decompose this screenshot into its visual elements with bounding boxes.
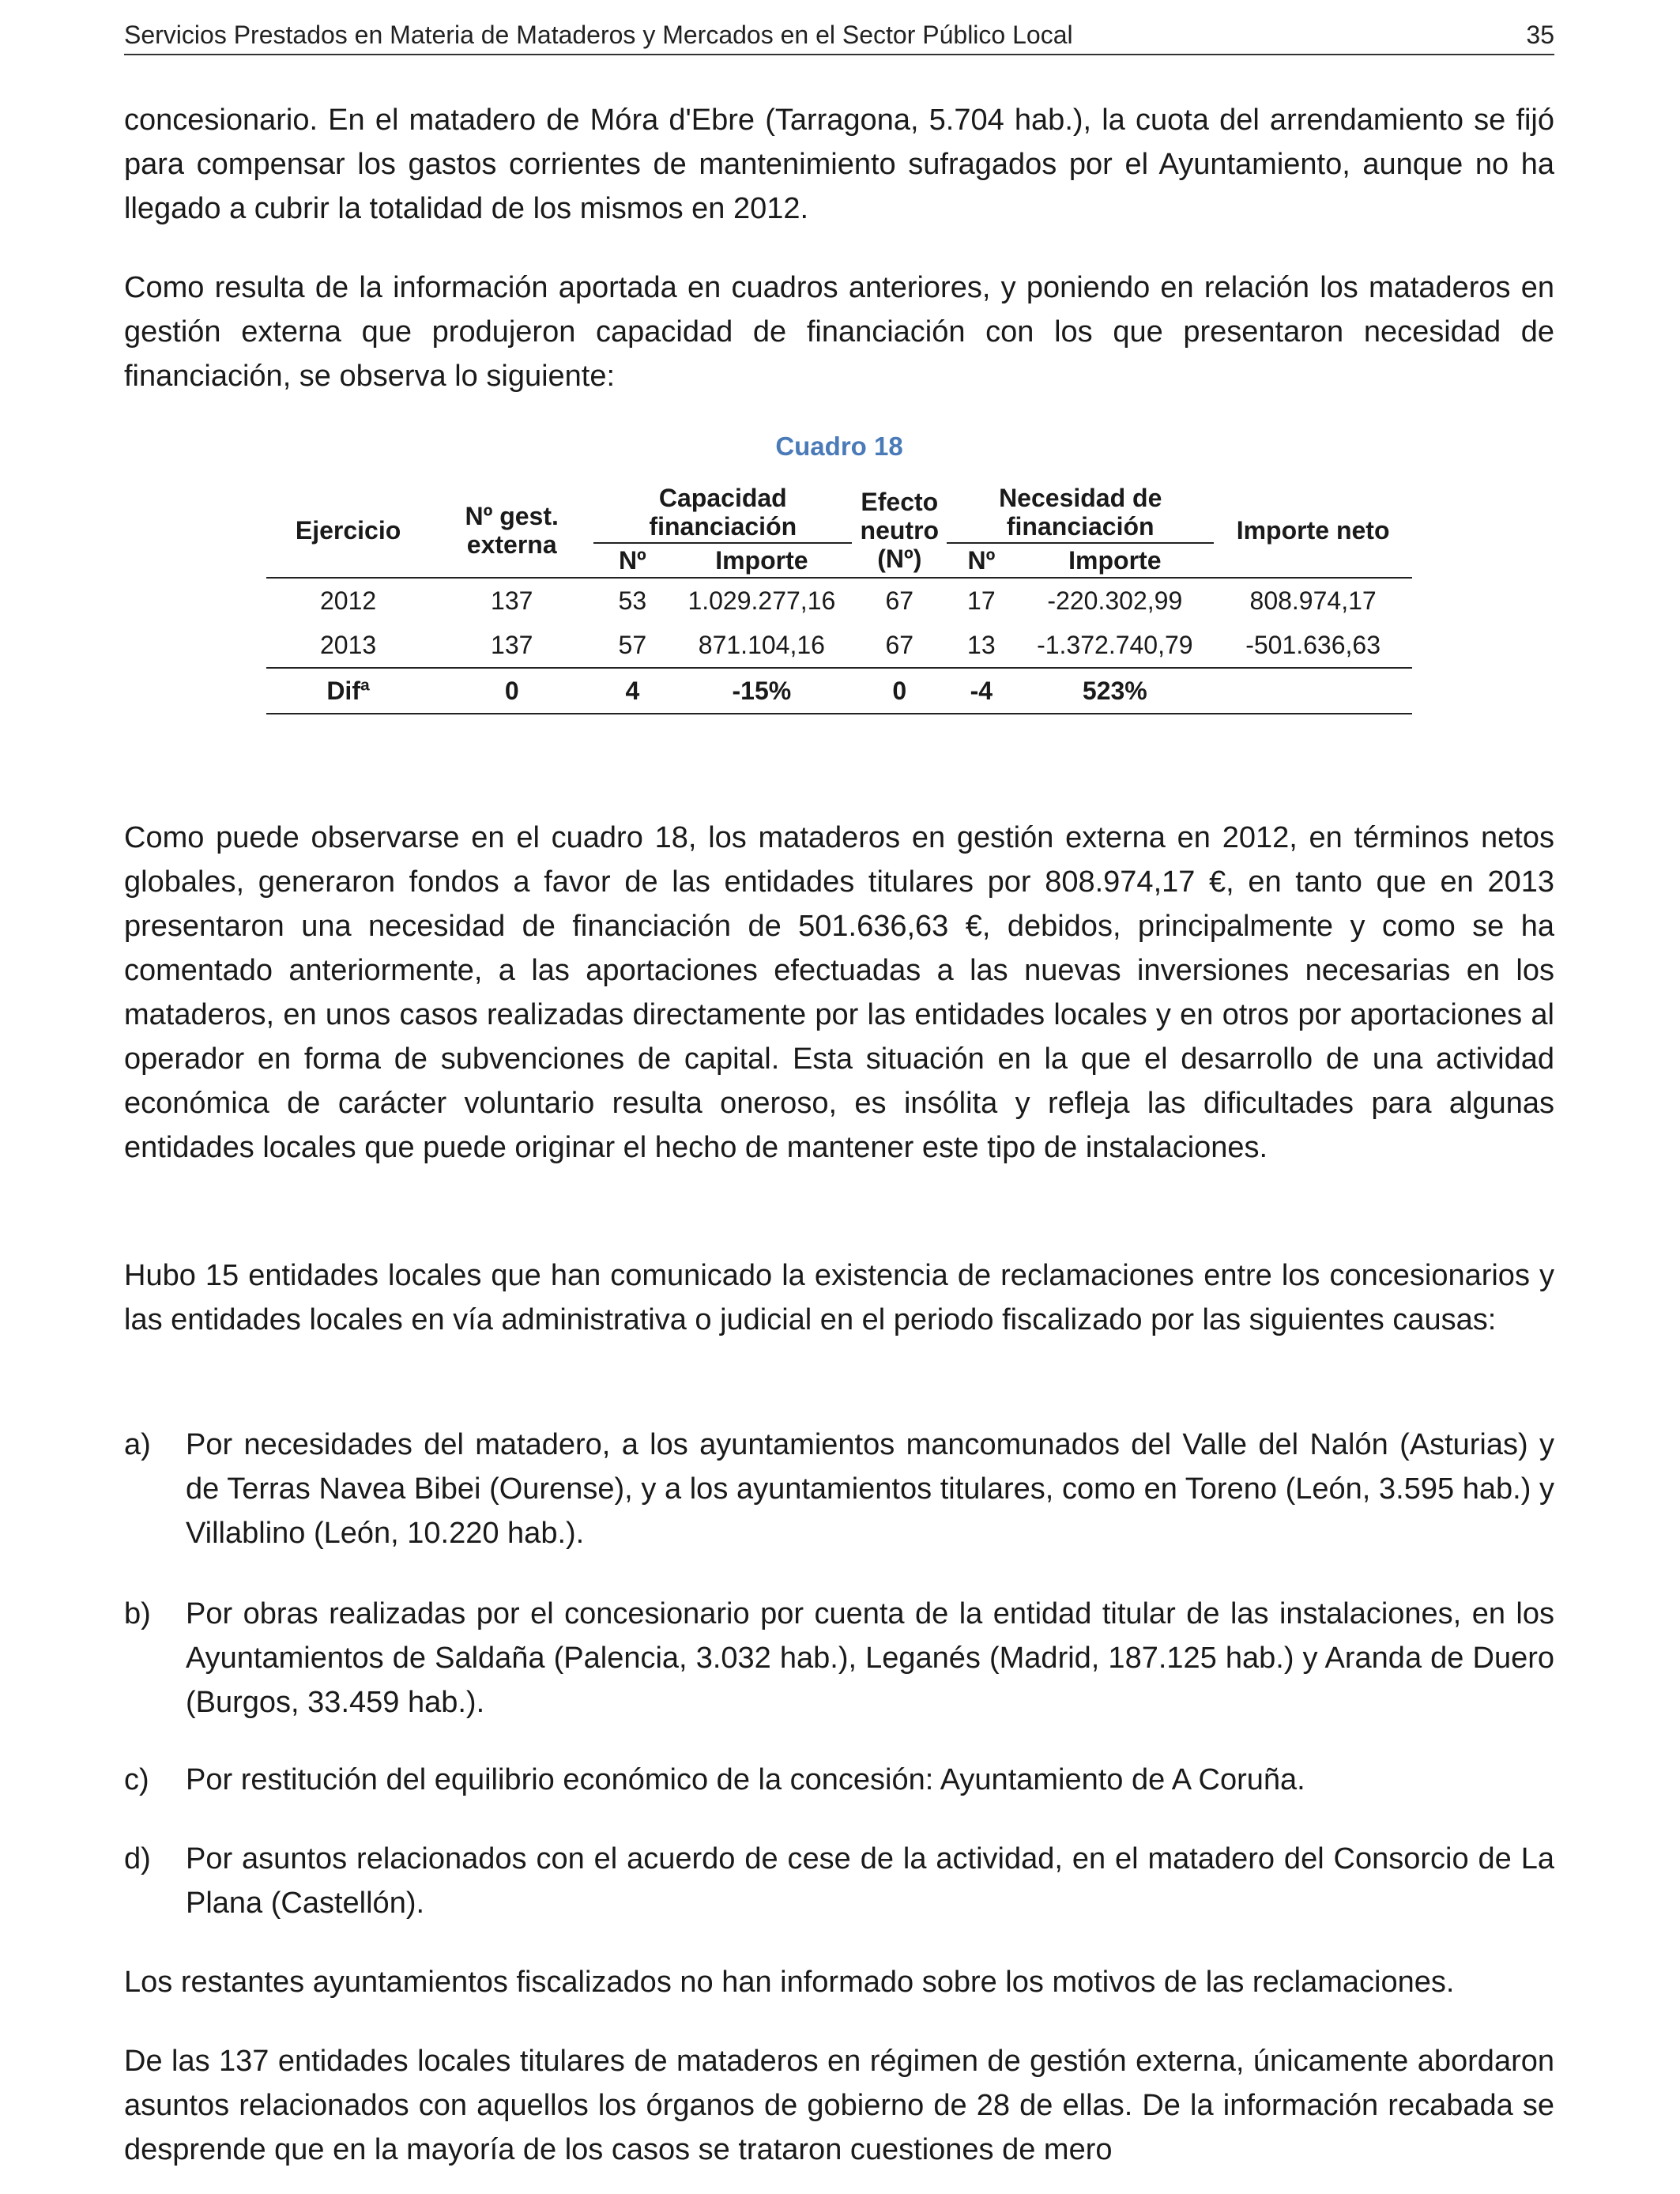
col-header-necesidad: Necesidad de financiación	[947, 484, 1214, 543]
cell-cap-n: 57	[618, 630, 647, 659]
cell-dif-efecto: 0	[852, 668, 947, 714]
paragraph-2: Como resulta de la información aportada en cuadros anteriores, y poniendo en relación los mataderos en gestión externa que produjeron capacidad de financiación con los que presentaron necesidad de financiación, se observa lo siguiente:	[124, 271, 1554, 393]
col-header-importe-neto: Importe neto	[1236, 516, 1390, 545]
cell-nec-importe: -220.302,99	[1015, 578, 1214, 623]
list-text: Por asuntos relacionados con el acuerdo de cese de la actividad, en el matadero del Consorcio de La Plana (Castellón).	[186, 1842, 1554, 1920]
cell-n-gest: 137	[430, 578, 593, 623]
col-header-efecto: Efecto neutro (Nº)	[860, 488, 940, 573]
col-header-capacidad: Capacidad financiación	[593, 484, 852, 543]
cell-dif-nec-n: -4	[947, 668, 1015, 714]
paragraph-6: De las 137 entidades locales titulares de mataderos en régimen de gestión externa, únicamente abordaron asuntos relacionados con aquellos los órganos de gobierno de 28 de ellas. De la información recabada se desprende que en la mayoría de los casos se trataron cuestiones de mero	[124, 2045, 1554, 2166]
col-header-n-gest: Nº gest. externa	[465, 502, 559, 559]
cell-nec-n: 17	[947, 578, 1015, 623]
paragraph-4: Hubo 15 entidades locales que han comunicado la existencia de reclamaciones entre los concesionarios y las entidades locales en vía administrativa o judicial en el periodo fiscalizado por las siguientes causas:	[124, 1259, 1554, 1336]
cell-ejercicio: 2012	[266, 578, 430, 623]
col-header-cap-n: Nº	[618, 546, 646, 575]
cell-efecto: 67	[852, 578, 947, 623]
cell-ejercicio: 2013	[319, 630, 377, 659]
paragraph-3: Como puede observarse en el cuadro 18, los mataderos en gestión externa en 2012, en términos netos globales, generaron fondos a favor de las entidades titulares por 808.974,17 €, en tanto que en 2013 presentaron una necesidad de financiación de 501.636,63 €, debidos, principalmente y como se ha comentado anteriormente, a las aportaciones efectuadas a las nuevas inversiones necesarias en los mataderos, en unos casos realizadas directamente por las entidades locales y en otros por aportaciones al operador en forma de subvenciones de capital. Esta situación en la que el desarrollo de una actividad económica de carácter voluntario resulta oneroso, es insólita y refleja las dificultades para algunas entidades locales que puede originar el hecho de mantener este tipo de instalaciones.	[124, 821, 1554, 1164]
table-row-dif	[266, 668, 1412, 714]
cell-n-gest: 137	[491, 630, 533, 659]
header-title: Servicios Prestados en Materia de Mataderos y Mercados en el Sector Público Local	[124, 21, 1073, 49]
table-row	[266, 578, 1412, 623]
paragraph-5: Los restantes ayuntamientos fiscalizados no han informado sobre los motivos de las reclamaciones.	[124, 1966, 1455, 1999]
list-marker: a)	[124, 1428, 151, 1461]
col-header-nec-importe: Importe	[1068, 546, 1162, 575]
financing-table	[266, 484, 1412, 714]
list-text: Por necesidades del matadero, a los ayuntamientos mancomunados del Valle del Nalón (Asturias) y de Terras Navea Bibei (Ourense), y a los ayuntamientos titulares, como en Toreno (León, 3.595 hab.) y Villablino (León, 10.220 hab.).	[186, 1428, 1554, 1550]
cell-nec-importe: -1.372.740,79	[1037, 630, 1193, 659]
page-header	[124, 14, 1554, 55]
page-number: 35	[1526, 21, 1554, 49]
cell-cap-n: 53	[593, 578, 671, 623]
col-header-ejercicio: Ejercicio	[295, 516, 401, 545]
list-text: Por restitución del equilibrio económico de la concesión: Ayuntamiento de A Coruña.	[186, 1763, 1305, 1796]
cell-cap-importe: 1.029.277,16	[671, 578, 852, 623]
cell-efecto: 67	[885, 630, 914, 659]
cell-importe-neto: -501.636,63	[1245, 630, 1381, 659]
cell-dif-cap-n: 4	[593, 668, 671, 714]
list-marker: d)	[124, 1842, 151, 1875]
col-header-cap-importe: Importe	[715, 546, 808, 575]
cell-dif-importe-neto	[1214, 668, 1412, 714]
cell-nec-n: 13	[967, 630, 996, 659]
cell-importe-neto: 808.974,17	[1214, 578, 1412, 623]
list-marker: b)	[124, 1597, 151, 1630]
table-caption: Cuadro 18	[775, 432, 903, 461]
paragraph-1: concesionario. En el matadero de Móra d'Ebre (Tarragona, 5.704 hab.), la cuota del arrendamiento se fijó para compensar los gastos corrientes de mantenimiento sufragados por el Ayuntamiento, aunque no ha llegado a cubrir la totalidad de los mismos en 2012.	[124, 104, 1554, 225]
table-row	[266, 623, 1412, 668]
cell-dif-nec-importe: 523%	[1015, 668, 1214, 714]
list-text: Por obras realizadas por el concesionario por cuenta de la entidad titular de las instalaciones, en los Ayuntamientos de Saldaña (Palencia, 3.032 hab.), Leganés (Madrid, 187.125 hab.) y Aranda de Duero (Burgos, 33.459 hab.).	[186, 1597, 1554, 1719]
cell-dif-label: Difª	[266, 668, 430, 714]
cell-dif-cap-importe: -15%	[671, 668, 852, 714]
col-header-nec-n: Nº	[967, 546, 996, 575]
cell-cap-importe: 871.104,16	[698, 630, 825, 659]
cell-dif-n-gest: 0	[430, 668, 593, 714]
list-marker: c)	[124, 1763, 149, 1796]
